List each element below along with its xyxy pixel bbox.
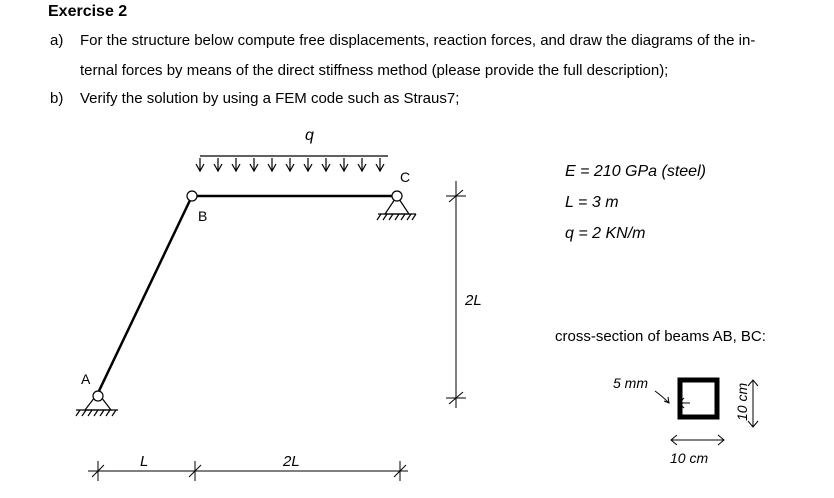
node-c-label: C [400, 169, 411, 185]
task-b-label: b) [50, 90, 64, 107]
hinge-b [187, 191, 197, 201]
task-a-line-2: ternal forces by means of the direct stiffness method (please provide the full description); [80, 62, 669, 79]
task-a-line-1: For the structure below compute free displacements, reaction forces, and draw the diagrams of the in- [80, 32, 756, 49]
task-a-label: a) [50, 32, 64, 49]
dimension-right-label: 2L [283, 453, 300, 470]
task-b-line-1: Verify the solution by using a FEM code such as Straus7; [80, 90, 460, 107]
cross-section-caption: cross-section of beams AB, BC: [555, 328, 766, 345]
param-l: L = 3 m [565, 194, 619, 211]
load-arrows [196, 158, 384, 171]
beam-ab [98, 196, 192, 393]
dimension-left-label: L [140, 453, 149, 470]
dimension-height-label: 2L [465, 292, 482, 309]
node-a-label: A [81, 371, 91, 387]
load-label: q [305, 127, 314, 144]
width-label: 10 cm [670, 450, 709, 466]
support-a [76, 391, 118, 416]
dimension-horizontal [88, 461, 408, 481]
param-e: E = 210 GPa (steel) [565, 163, 706, 180]
exercise-title: Exercise 2 [48, 3, 128, 20]
param-q: q = 2 KN/m [565, 225, 646, 242]
dimension-vertical [446, 181, 466, 408]
height-label: 10 cm [734, 382, 750, 421]
node-b-label: B [198, 208, 208, 224]
parameters-list [565, 163, 706, 256]
thickness-label: 5 mm [613, 375, 648, 391]
cross-section-box [680, 380, 717, 417]
